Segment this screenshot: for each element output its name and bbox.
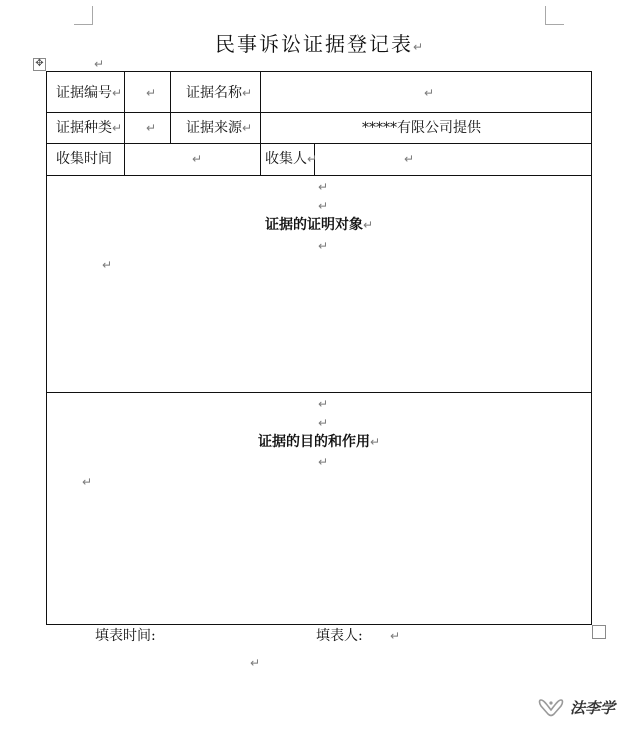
paragraph-mark: ↵	[318, 239, 329, 253]
paragraph-mark: ↵	[112, 86, 123, 100]
paragraph-mark: ↵	[146, 121, 157, 135]
crop-mark-top-right	[545, 6, 564, 25]
cell-value-evidence-number[interactable]	[146, 85, 156, 101]
purpose-content-area[interactable]	[47, 393, 591, 624]
table-rule	[46, 143, 592, 144]
cell-label-evidence-name	[186, 85, 252, 101]
paragraph-mark: ↵	[250, 656, 261, 670]
value-text: *****有限公司提供	[362, 120, 481, 136]
watermark-text: 法李学	[570, 698, 616, 717]
crop-mark-top-left	[74, 6, 93, 25]
paragraph-mark: ↵	[390, 629, 401, 643]
document-title	[0, 28, 640, 57]
filler-label	[316, 628, 363, 644]
heading-text: 证据的证明对象	[264, 217, 363, 233]
paragraph-mark: ↵	[318, 199, 329, 213]
wechat-channel-icon	[538, 697, 564, 717]
paragraph-mark: ↵	[242, 121, 253, 135]
cell-label-evidence-number	[56, 85, 122, 101]
paragraph-mark: ↵	[112, 121, 123, 135]
watermark	[538, 696, 615, 718]
table-rule	[124, 143, 125, 175]
label-text: 证据种类	[56, 120, 112, 136]
table-rule	[124, 71, 125, 143]
paragraph-mark: ↵	[82, 475, 93, 489]
paragraph-mark: ↵	[102, 258, 113, 272]
paragraph-mark: ↵	[424, 86, 435, 100]
table-rule	[170, 71, 171, 143]
table-rule	[260, 71, 261, 175]
paragraph-mark: ↵	[318, 455, 329, 469]
label-text: 填表人:	[316, 628, 363, 644]
fill-time-label	[95, 628, 156, 644]
table-move-handle-icon[interactable]: ✥	[33, 58, 46, 71]
paragraph-mark: ↵	[318, 180, 329, 194]
paragraph-mark: ↵	[94, 57, 105, 71]
cell-label-evidence-source	[186, 120, 252, 136]
cell-value-collector[interactable]	[404, 151, 414, 167]
label-text: 收集人	[265, 151, 307, 167]
cell-value-evidence-name[interactable]	[424, 85, 434, 101]
cell-label-evidence-type	[56, 120, 122, 136]
table-end-marker	[592, 625, 606, 639]
cell-value-collection-time[interactable]	[192, 151, 202, 167]
heading-text: 证据的目的和作用	[257, 434, 370, 450]
paragraph-mark: ↵	[369, 435, 381, 449]
cell-value-evidence-type[interactable]	[146, 120, 156, 136]
proof-object-content-area[interactable]	[47, 176, 591, 392]
table-rule	[46, 112, 592, 113]
label-text: 证据编号	[56, 85, 112, 101]
paragraph-mark: ↵	[318, 397, 329, 411]
paragraph-mark: ↵	[146, 86, 157, 100]
paragraph-mark: ↵	[362, 218, 374, 232]
paragraph-mark: ↵	[192, 152, 203, 166]
paragraph-mark: ↵	[404, 152, 415, 166]
title-text: 民事诉讼证据登记表	[214, 32, 413, 56]
paragraph-mark: ↵	[412, 40, 426, 54]
label-text: 填表时间:	[95, 628, 156, 644]
label-text: 证据来源	[186, 120, 242, 136]
label-text: 证据名称	[186, 85, 242, 101]
paragraph-mark: ↵	[242, 86, 253, 100]
cell-value-evidence-source[interactable]	[362, 120, 481, 136]
label-text: 收集时间	[56, 151, 112, 167]
paragraph-mark: ↵	[318, 416, 329, 430]
cell-label-collector	[265, 151, 317, 167]
paragraph-mark: ↵	[307, 152, 318, 166]
cell-label-collection-time	[56, 151, 112, 167]
